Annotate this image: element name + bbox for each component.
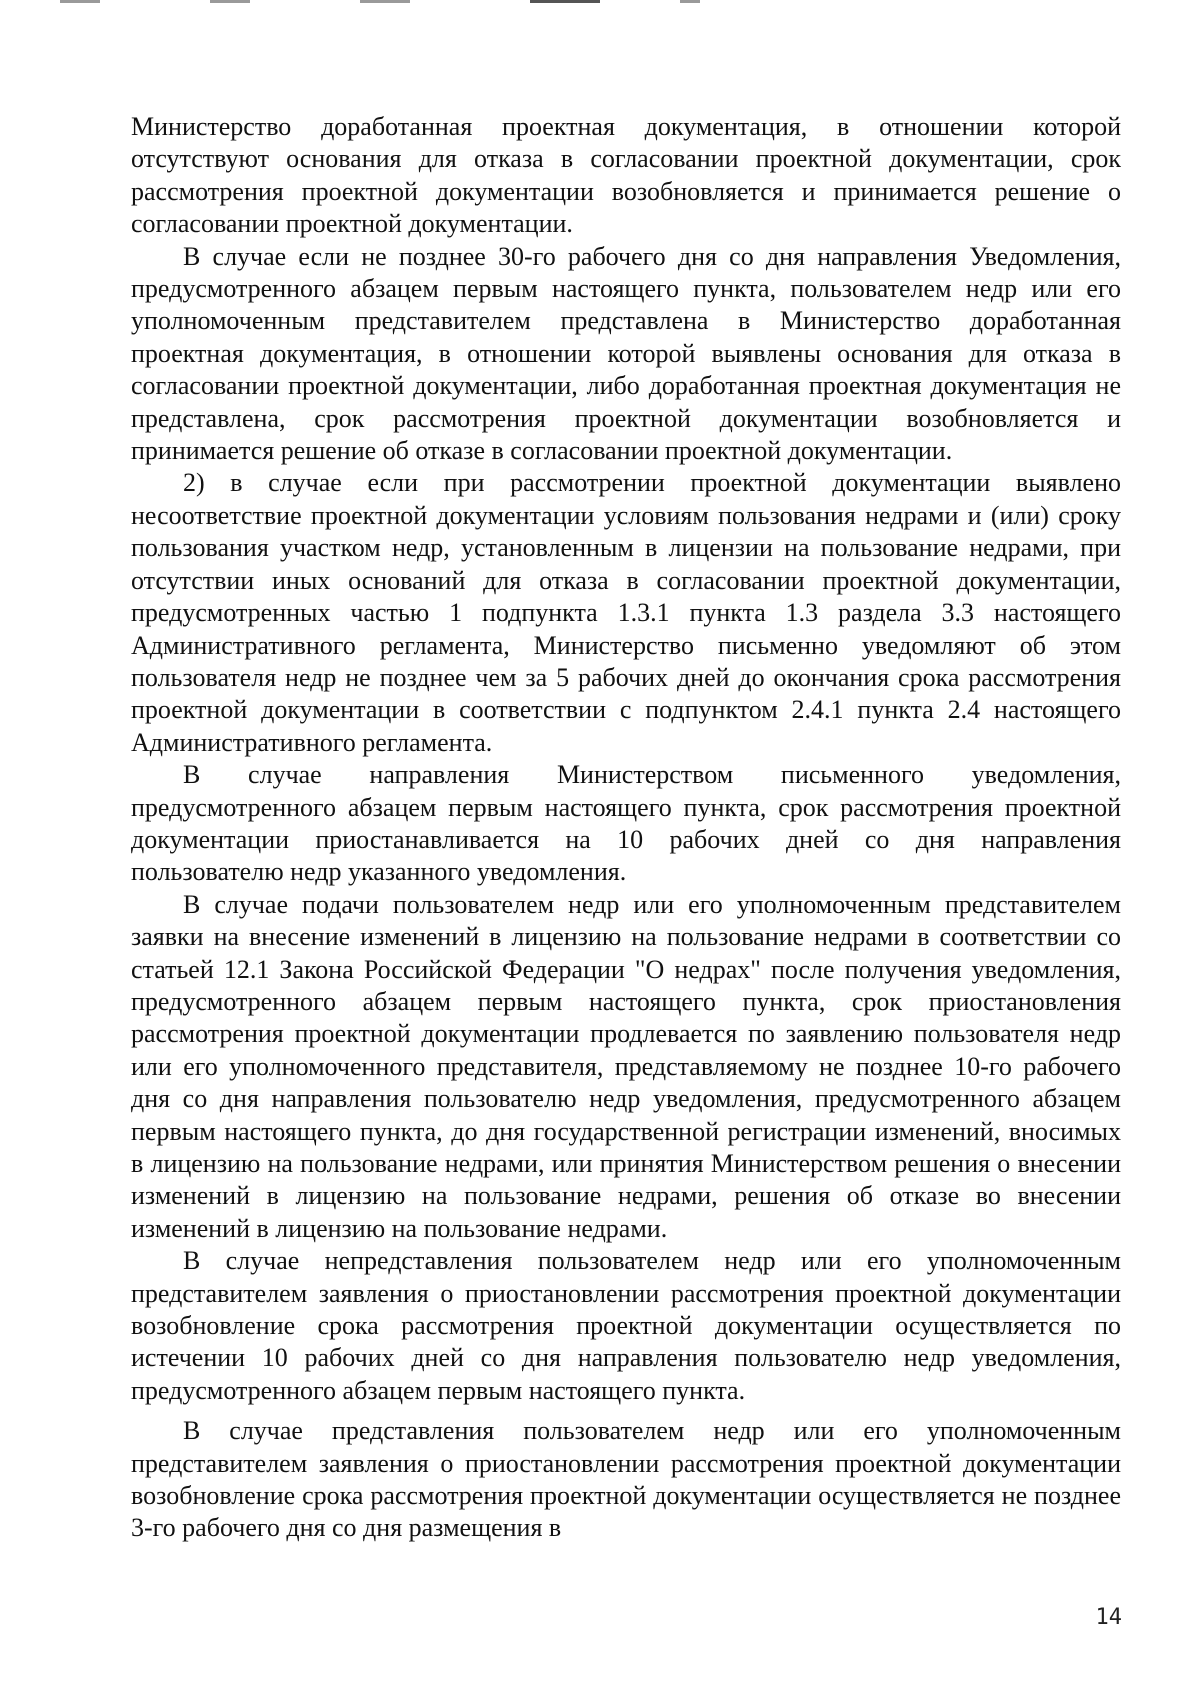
page-number: 14 bbox=[1095, 1605, 1122, 1630]
paragraph-item-2: 2) в случае если при рассмотрении проектной документации выявлено несоответствие проектной документации условиям пользования недрами и (или) сроку пользования участком недр, установленным в лицензии на пользование недрами, при отсутствии иных оснований для отказа в согласовании проектной документации, предусмотренных частью 1 подпункта 1.3.1 пункта 1.3 раздела 3.3 настоящего Административного регламента, Министерство письменно уведомляют об этом пользователя недр не позднее чем за 5 рабочих дней до окончания срока рассмотрения проектной документации в соответствии с подпунктом 2.4.1 пункта 2.4 настоящего Административного регламента. bbox=[131, 468, 1121, 757]
scan-mark bbox=[210, 0, 250, 3]
paragraph-suspension: В случае направления Министерством письменного уведомления, предусмотренного абзацем первым настоящего пункта, срок рассмотрения проектной документации приостанавливается на 10 рабочих дней со дня направления пользователю недр указанного уведомления. bbox=[131, 760, 1121, 887]
scan-mark bbox=[360, 0, 410, 3]
scan-mark bbox=[530, 0, 600, 3]
paragraph-refusal-case: В случае если не позднее 30-го рабочего дня со дня направления Уведомления, предусмотренного абзацем первым настоящего пункта, пользователем недр или его уполномоченным представителем представлена в Министерство доработанная проектная документация, в отношении которой выявлены основания для отказа в согласовании проектной документации, либо доработанная проектная документация не представлена, срок рассмотрения проектной документации возобновляется и принимается решение об отказе в согласовании проектной документации. bbox=[131, 241, 1121, 466]
paragraph-no-application: В случае непредставления пользователем недр или его уполномоченным представителем заявления о приостановлении рассмотрения проектной документации возобновление срока рассмотрения проектной документации осуществляется по истечении 10 рабочих дней со дня направления пользователю недр уведомления, предусмотренного абзацем первым настоящего пункта. bbox=[131, 1246, 1121, 1405]
document-body bbox=[131, 111, 1121, 1545]
scan-mark bbox=[60, 0, 100, 3]
scan-edge-marks bbox=[60, 0, 700, 6]
paragraph-continuation: Министерство доработанная проектная документация, в отношении которой отсутствуют основания для отказа в согласовании проектной документации, срок рассмотрения проектной документации возобновляется и принимается решение о согласовании проектной документации. bbox=[131, 112, 1121, 239]
scan-mark bbox=[680, 0, 700, 3]
paragraph-application: В случае представления пользователем недр или его уполномоченным представителем заявления о приостановлении рассмотрения проектной документации возобновление срока рассмотрения проектной документации осуществляется не позднее 3-го рабочего дня со дня размещения в bbox=[131, 1416, 1121, 1543]
paragraph-license-changes: В случае подачи пользователем недр или его уполномоченным представителем заявки на внесение изменений в лицензию на пользование недрами в соответствии со статьей 12.1 Закона Российской Федерации "О недрах" после получения уведомления, предусмотренного абзацем первым настоящего пункта, срок приостановления рассмотрения проектной документации продлевается по заявлению пользователя недр или его уполномоченного представителя, представляемому не позднее 10-го рабочего дня со дня направления пользователю недр уведомления, предусмотренного абзацем первым настоящего пункта, до дня государственной регистрации изменений, вносимых в лицензию на пользование недрами, или принятия Министерством решения о внесении изменений в лицензию на пользование недрами, решения об отказе во внесении изменений в лицензию на пользование недрами. bbox=[131, 889, 1121, 1243]
